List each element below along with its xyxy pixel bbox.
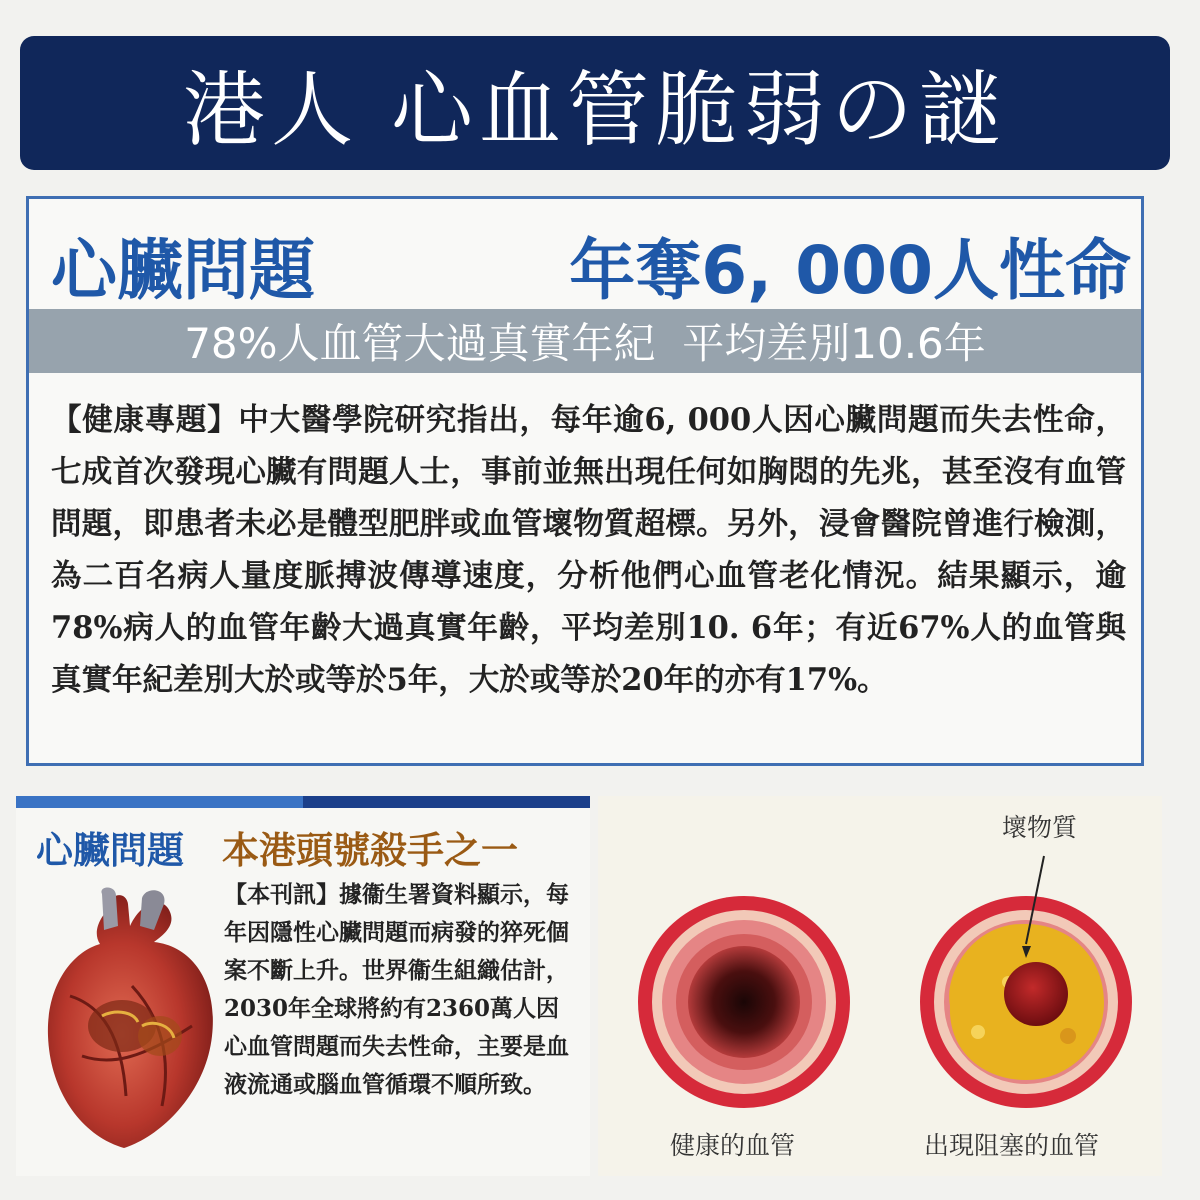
healthy-vessel-label: 健康的血管	[670, 1131, 796, 1160]
healthy-vessel	[638, 896, 850, 1108]
banner-title: 港人 心血管脆弱の謎	[182, 62, 1008, 158]
vessel-diagram	[598, 796, 1162, 1176]
main-article	[26, 196, 1144, 766]
blocked-vessel-label: 出現阻塞的血管	[924, 1131, 1100, 1160]
subtitle: 78%人血管大過真實年紀 平均差別10.6年	[184, 319, 986, 368]
headline-right: 年奪6, 000人性命	[569, 231, 1131, 309]
side-article	[16, 796, 590, 1176]
blocked-vessel	[920, 896, 1132, 1108]
heart-illustration	[42, 886, 222, 1156]
side-headline-left: 心臟問題	[36, 829, 184, 872]
subtitle-bar	[29, 309, 1141, 373]
vessel-illustration	[598, 796, 1162, 1176]
side-body-text: 【本刊訊】據衞生署資料顯示，每年因隱性心臟問題而病發的猝死個案不斷上升。世界衞生組織估計，2030年全球將約有2360萬人因心血管問題而失去性命，主要是血液流通或腦血管循環不順所致。	[224, 881, 569, 1098]
headline-left: 心臟問題	[51, 231, 315, 309]
side-article-topbar	[16, 796, 590, 808]
main-body-text: 【健康專題】中大醫學院研究指出，每年逾6, 000人因心臟問題而失去性命，七成首次發現心臟有問題人士，事前並無出現任何如胸悶的先兆，甚至沒有血管問題，即患者未必是體型肥胖或血管壞物質超標。另外，浸會醫院曾進行檢測，為二百名病人量度脈搏波傳導速度，分析他們心血管老化情況。結果顯示，逾78%病人的血管年齡大過真實年齡，平均差別10. 6年；有近67%人的血管與真實年紀差別大於或等於5年，大於或等於20年的亦有17%。	[51, 402, 1126, 698]
main-headline	[51, 219, 1131, 309]
plaque-label: 壞物質	[1002, 813, 1078, 842]
side-headline	[36, 822, 518, 872]
side-headline-right: 本港頭號殺手之一	[222, 829, 518, 872]
title-banner	[20, 36, 1170, 170]
